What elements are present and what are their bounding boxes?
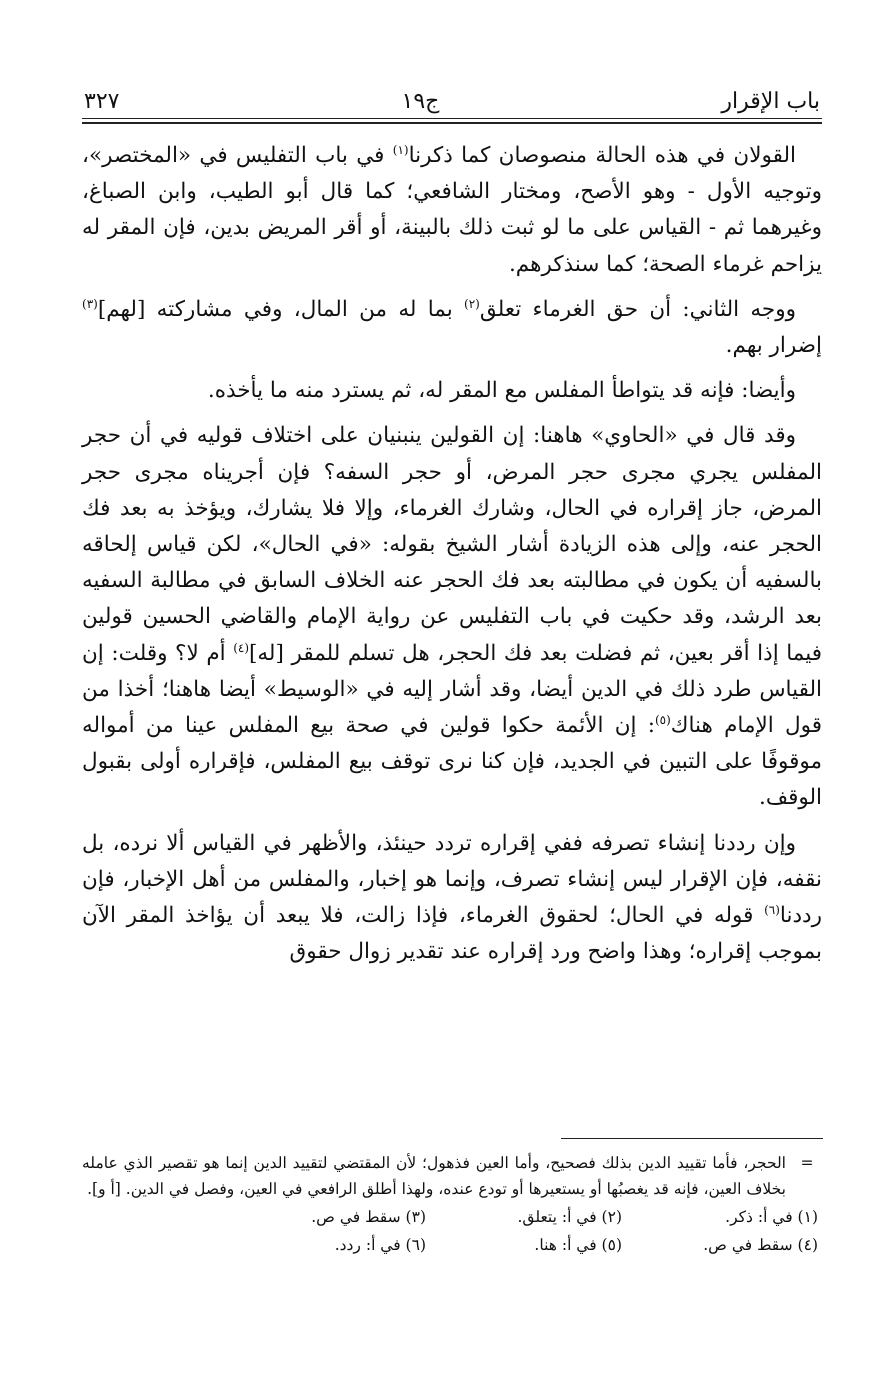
- text-run: وإن رددنا إنشاء تصرفه ففي إقراره تردد حينئذ، والأظهر في القياس ألا نرده، بل نقفه، فإن الإقرار ليس إنشاء تصرف، وإنما هو إخبار، والمفلس من أهل الإخبار، فإن رددنا: [82, 830, 822, 929]
- continuation-mark: =: [800, 1154, 814, 1172]
- text-run: أم لا؟ وقلت: إن القياس طرد ذلك في الدين أيضا، وقد أشار إليه في «الوسيط» أيضا هاهنا؛ أخذا من قول الإمام هناك: [82, 640, 822, 739]
- paragraph: [82, 138, 822, 283]
- footnote-5: (٥) في أ: هنا.: [534, 1236, 622, 1254]
- paragraph: [82, 373, 822, 409]
- paragraph: [82, 418, 822, 816]
- footnote-6: (٦) في أ: ردد.: [334, 1236, 426, 1254]
- text-run: قوله في الحال؛ لحقوق الغرماء، فإذا زالت، فلا يبعد أن يؤاخذ المقر الآن بموجب إقراره؛ وهذا واضح ورد إقراره عند تقدير زوال حقوق: [82, 903, 822, 965]
- header-rule-thin: [82, 118, 822, 119]
- footnote-ref: (٥): [654, 712, 671, 727]
- text-run: إضرار بهم.: [725, 333, 822, 359]
- running-header: [82, 80, 822, 114]
- book-page: [82, 80, 822, 970]
- page-number: ٣٢٧: [84, 89, 120, 114]
- text-run: : إن الأئمة حكوا قولين في صحة بيع المفلس عينا من أمواله موقوفًا على التبين في الجديد، فإن كنا نرى توقف بيع المفلس، فإقراره أولى بقبول الوقف.: [82, 713, 822, 811]
- text-run: القولان في هذه الحالة منصوصان كما ذكرنا: [408, 143, 796, 168]
- text-run: وقد قال في «الحاوي» هاهنا: إن القولين ينبنيان على اختلاف قوليه في أن حجر المفلس يجري مجرى حجر المرض، أو حجر السفه؟ فإن أجريناه مجرى حجر المرض، جاز إقراره في الحال، وشارك الغرماء، وإلا فلا يشارك، ويؤخذ به بعد فك الحجر عنه، وإلى هذه الزيادة أشار الشيخ بقوله: «في الحال»، لكن قياس إلحاقه بالسفيه أن يكون في مطالبته بعد فك الحجر عنه الخلاف السابق في مطالبة السفيه بعد الرشد، وقد حكيت في باب التفليس عن رواية الإمام والقاضي الحسين قولين فيما إذا أقر بعين، ثم فضلت بعد فك الحجر، هل تسلم للمقر [له]: [82, 423, 822, 666]
- footnote-2: (٢) في أ: يتعلق.: [517, 1208, 622, 1226]
- text-run: بما له من المال، وفي مشاركته [لهم]: [97, 296, 464, 322]
- paragraph: [82, 292, 822, 364]
- volume-label: ج١٩: [401, 89, 440, 114]
- footnote-1: (١) في أ: ذكر.: [725, 1208, 818, 1226]
- main-text: [82, 138, 822, 970]
- footnote-continuation: [82, 1150, 822, 1202]
- continuation-text: الحجر، فأما تقييد الدين بذلك فصحيح، وأما العين فذهول؛ لأن المقتضي لتقييد الدين إنما هو تقصير الذي عامله بخلاف العين، فإنه قد يغصبُها أو يستعيرها أو تودع عنده، ولهذا أطلق الرافعي في العين، وفصل في الدين. [أ و].: [82, 1154, 786, 1198]
- footnote-row: [82, 1232, 822, 1258]
- footnote-3: (٣) سقط في ص.: [311, 1208, 426, 1226]
- chapter-title: باب الإقرار: [721, 89, 820, 114]
- footnote-4: (٤) سقط في ص.: [703, 1236, 818, 1254]
- footnotes: [82, 1150, 822, 1258]
- paragraph: [82, 826, 822, 971]
- text-run: ووجه الثاني: أن حق الغرماء تعلق: [479, 296, 796, 322]
- text-run: وأيضا: فإنه قد يتواطأ المفلس مع المقر له، ثم يسترد منه ما يأخذه.: [207, 378, 796, 404]
- footnote-ref: (٣): [82, 296, 98, 311]
- footnote-ref: (١): [392, 142, 409, 157]
- footnote-ref: (٦): [764, 902, 780, 917]
- header-rule-thick: [82, 122, 822, 124]
- footnote-ref: (٤): [233, 640, 250, 655]
- footnote-row: [82, 1204, 822, 1230]
- text-run: في باب التفليس في «المختصر»، وتوجيه الأول - وهو الأصح، ومختار الشافعي؛ كما قال أبو الطيب، وابن الصباغ، وغيرهما ثم - القياس على ما لو ثبت ذلك بالبينة، أو أقر المريض بدين، فإن المقر له يزاحم غرماء الصحة؛ كما سنذكرهم.: [82, 143, 822, 277]
- footnote-separator: [561, 1138, 823, 1139]
- footnote-ref: (٢): [464, 296, 480, 311]
